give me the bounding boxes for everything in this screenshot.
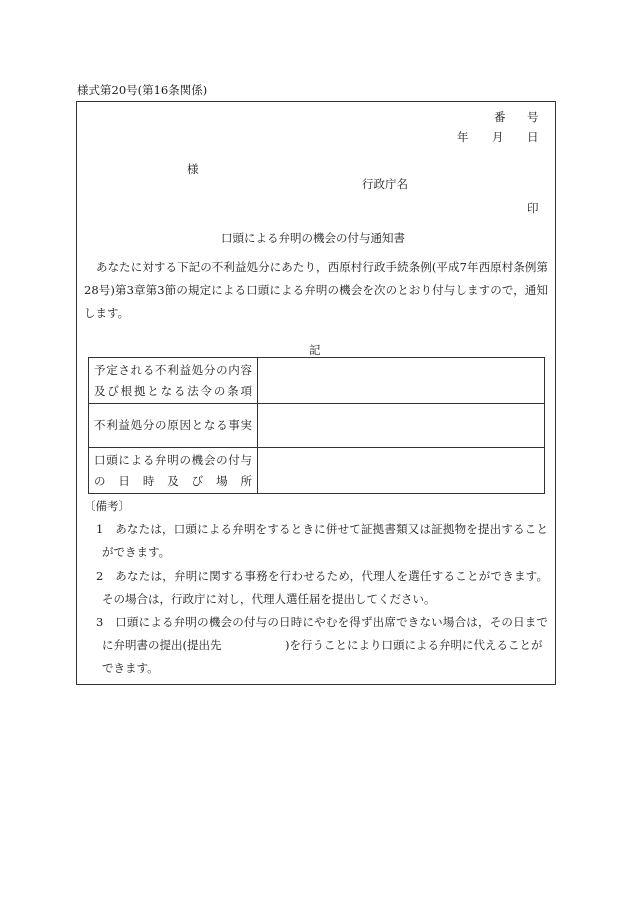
table-row (89, 448, 545, 494)
remark-3-line-3: できます。 (102, 661, 159, 675)
remark-1-line-1: 1 あなたは，口頭による弁明をするときに併せて証拠書類又は証拠物を提出すること (96, 522, 548, 536)
agency-name-label: 行政庁名 (362, 177, 408, 191)
form-number-label: 様式第20号(第16条関係) (77, 83, 208, 97)
table-row (89, 358, 545, 404)
seal-mark: 印 (527, 201, 539, 215)
table-value-cell[interactable] (258, 404, 545, 448)
label-line: 及び根拠となる法令の条項 (94, 383, 252, 398)
body-line-3: します。 (84, 306, 130, 320)
date-char-month: 月 (492, 130, 504, 144)
table-row (89, 404, 545, 448)
body-line-1: あなたに対する下記の不利益処分にあたり，西原村行政手続条例(平成7年西原村条例第 (96, 260, 548, 274)
date-char-day: 日 (527, 130, 539, 144)
disposition-table (88, 357, 545, 494)
number-char-ban: 番 (494, 110, 506, 124)
remark-3-line-2-start: に弁明書の提出(提出先 (102, 638, 222, 652)
remark-1-line-2: ができます。 (102, 545, 171, 559)
remark-2-line-1: 2 あなたは，弁明に関する事務を行わせるため，代理人を選任することができます。 (96, 569, 548, 583)
label-line: の 日 時 及 び 場 所 (94, 473, 252, 488)
body-line-2: 28号)第3章第3節の規定による口頭による弁明の機会を次のとおり付与しますので，通知 (84, 283, 548, 297)
table-value-cell[interactable] (258, 358, 545, 404)
date-char-year: 年 (457, 130, 469, 144)
number-char-go: 号 (527, 110, 539, 124)
remark-3-line-1: 3 口頭による弁明の機会の付与の日時にやむを得ず出席できない場合は，その日まで (96, 615, 548, 629)
addressee-sama: 様 (187, 162, 199, 176)
table-value-cell[interactable] (258, 448, 545, 494)
table-label-cell (89, 358, 258, 404)
remark-2-line-2: その場合は，行政庁に対し，代理人選任届を提出してください。 (102, 592, 436, 606)
label-line: 口頭による弁明の機会の付与 (94, 453, 252, 468)
table-label-cell (89, 448, 258, 494)
remarks-heading: 〔備考〕 (84, 499, 130, 513)
document-title: 口頭による弁明の機会の付与通知書 (221, 231, 405, 245)
table-label-cell (89, 404, 258, 448)
label-line: 予定される不利益処分の内容 (94, 363, 252, 378)
label-line: 不利益処分の原因となる事実 (94, 418, 252, 433)
ki-label: 記 (309, 343, 321, 357)
remark-3-line-2-end: )を行うことにより口頭による弁明に代えることが (285, 638, 543, 652)
